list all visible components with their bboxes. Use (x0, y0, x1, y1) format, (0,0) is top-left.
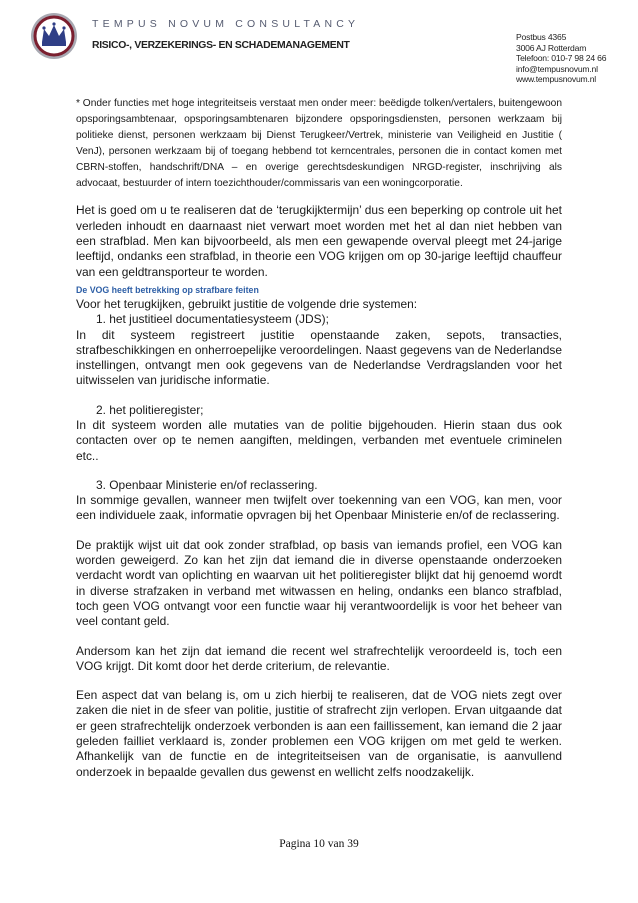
list-item: 1. het justitieel documentatiesysteem (JDS); (96, 312, 329, 327)
contact-website: www.tempusnovum.nl (516, 74, 596, 84)
praktijk-paragraph: De praktijk wijst uit dat ook zonder strafblad, op basis van iemands profiel, een VOG kan worden geweigerd. Zo kan het zijn dat iemand die in diverse openstaande onderzoeken verdacht wordt van oplichting en waarvan uit het politieregister blijkt dat hij genoemd wordt in diverse strafzaken in verband met witwassen en heling, ondanks een blanco strafblad, toch geen VOG ontvangt voor een functie waar hij verantwoordelijk is voor het beheer van veel contant geld. (76, 537, 562, 629)
item2-paragraph: In dit systeem worden alle mutaties van de politie bijgehouden. Hierin staan dus ook contacten over op te nemen aangiften, meldingen, verbanden met eventuele criminelen etc.. (76, 418, 562, 463)
page-body (76, 96, 562, 780)
crown-logo-icon (30, 12, 78, 60)
item1-paragraph: In dit systeem registreert justitie openstaande zaken, sepots, transacties, strafbeschikkingen en onherroepelijke veroordelingen. Naast gegevens van de Nederlandse instellingen, ontvangt men ook gegevens van de Nederlandse Verdragslanden voor het uitwisselen van juridische informatie. (76, 327, 562, 388)
item3-paragraph: In sommige gevallen, wanneer men twijfelt over toekenning van een VOG, kan men, voor een individuele zaak, informatie opvragen bij het Openbaar Ministerie en/of de reclassering. (76, 493, 562, 523)
letterhead (0, 0, 638, 95)
section-heading: De VOG heeft betrekking op strafbare feiten (76, 284, 259, 295)
intro-paragraph: * Onder functies met hoge integriteitseis verstaat men onder meer: beëdigde tolken/vertalers, buitengewoon opsporingsambtenaar, opsporingsambtenaren bijzondere opsporingsdiensten, personen werkzaam bij politieke dienst, personen werkzaam bij Dienst Terugkeer/Vertrek, ministerie van Veiligheid en Justitie ( VenJ), personen werkzaam bij of toegang hebbend tot kerncentrales, personen die in contact komen met CBRN-stoffen, handschrift/DNA – en overige gerechtsdeskundigen NRGD-register, inschrijving als advocaat, bestuurder of intern toezichthouder/commissaris van een woningcorporatie. (76, 98, 562, 189)
contact-postbus: Postbus 4365 (516, 32, 567, 42)
termijn-paragraph: Het is goed om u te realiseren dat de ‘terugkijktermijn’ dus een beperking op controle uit het verleden inhoudt en daarnaast niet verwart moet worden met het al dan niet hebben van een strafblad. Men kan bijvoorbeeld, als men een gewapende overval pleegt met 24-jarige leeftijd, ondanks een strafblad, in theorie een VOG krijgen om op 30-jarige leeftijd chauffeur van een geldtransporteur te worden. (76, 203, 562, 279)
list-item: 3. Openbaar Ministerie en/of reclassering. (96, 477, 318, 492)
company-name: TEMPUS NOVUM CONSULTANCY (92, 18, 360, 30)
contact-address: 3006 AJ Rotterdam (516, 42, 587, 53)
contact-block (516, 32, 606, 85)
systems-intro: Voor het terugkijken, gebruikt justitie de volgende drie systemen: (76, 296, 418, 311)
page-number: Pagina 10 van 39 (279, 838, 359, 850)
list-item: 2. het politieregister; (96, 402, 204, 417)
contact-phone: Telefoon: 010-7 98 24 66 (516, 53, 607, 63)
contact-email: info@tempusnovum.nl (516, 63, 598, 74)
aspect-paragraph: Een aspect dat van belang is, om u zich hierbij te realiseren, dat de VOG niets zegt over zaken die niet in de sfeer van politie, justitie of strafrecht zijn verlopen. Ervan uitgaande dat er geen strafrechtelijk onderzoek verbonden is aan een faillissement, kan iemand die 2 jaar geleden failliet verklaard is, zonder problemen een VOG krijgen om met geld te werken. Afhankelijk van de functie en de integriteitseisen van de organisatie, is aanvullend onderzoek in bepaalde gevallen dus gewenst en wellicht zelfs noodzakelijk. (76, 688, 562, 779)
andersom-paragraph: Andersom kan het zijn dat iemand die recent wel strafrechtelijk veroordeeld is, toch een VOG krijgt. Dit komt door het derde criterium, de relevantie. (76, 643, 562, 673)
company-subtitle: RISICO-, VERZEKERINGS- EN SCHADEMANAGEMENT (92, 40, 350, 51)
